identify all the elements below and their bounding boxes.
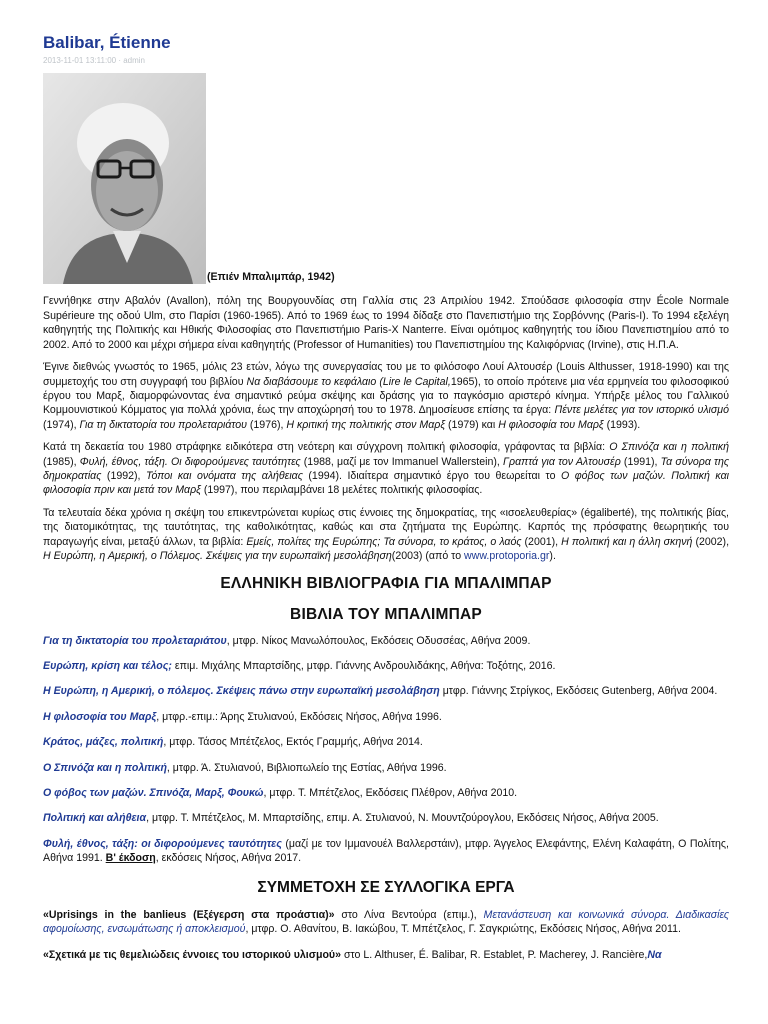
book-item: Η Ευρώπη, η Αμερική, ο πόλεμος. Σκέψεις πάνω στην ευρωπαϊκή μεσολάβηση μτφρ. Γιάννης Στρίγκος, Εκδόσεις Gutenberg, Αθήνα 2004. <box>43 685 718 698</box>
bio-paragraph: Έγινε διεθνώς γνωστός το 1965, μόλις 23 ετών, λόγω της συνεργασίας του με το φιλόσοφο Λουί Αλτουσέρ (Louis Althusser, 1918-1990) και της συμμετοχής του στη συγγραφή του βιβλίου Να διαβάσουμε το κεφάλαιο (Lire le Capital,1965), το οποίο πρότεινε μια νέα ερμηνεία του φιλοσοφικού έργου του Μαρξ, διαμορφώνοντας ένα σημαντικό ρεύμα σκέψης και δράσης για το παγκόσμιο αριστερό κίνημα. Υπήρξε μέλος του Γαλλικού Κομμουνιστικού Κόμματος για πολλά χρόνια, έως την αποχώρησή του το 1978. Δημοσίευσε επίσης τα έργα: Πέντε μελέτες για τον ιστορικό υλισμό (1974), Για τη δικτατορία του προλεταριάτου (1976), Η κριτική της πολιτικής στον Μαρξ (1979) και Η φιλοσοφία του Μαρξ (1993). <box>43 361 730 431</box>
book-title-link[interactable]: Ο φόβος των μαζών. Σπινόζα, Μαρξ, Φουκώ <box>43 786 264 799</box>
collective-item: «Σχετικά με τις θεμελιώδεις έννοιες του ιστορικού υλισμού» στο L. Althuser, É. Balibar, R. Establet, P. Macherey, J. Rancière,Να <box>43 948 662 961</box>
collective-title-link[interactable]: Μετανάστευση και κοινωνικά σύνορα. Διαδικασίες αφομοίωσης, ενσωμάτωσης ή αποκλεισμού <box>43 908 729 936</box>
author-portrait <box>43 73 206 284</box>
portrait-row <box>43 73 729 284</box>
collective-heading: ΣΥΜΜΕΤΟΧΗ ΣΕ ΣΥΛΛΟΓΙΚΑ ΕΡΓΑ <box>257 878 515 896</box>
book-item: Ο φόβος των μαζών. Σπινόζα, Μαρξ, Φουκώ, μτφρ. Τ. Μπέτζελος, Εκδόσεις Πλέθρον, Αθήνα 2010. <box>43 786 518 799</box>
article <box>43 30 729 973</box>
book-title-link[interactable]: Ο Σπινόζα και η πολιτική <box>43 761 167 774</box>
book-title-link[interactable]: Η Ευρώπη, η Αμερική, ο πόλεμος. Σκέψεις πάνω στην ευρωπαϊκή μεσολάβηση <box>43 685 440 698</box>
bibliography-heading: ΕΛΛΗΝΙΚΗ ΒΙΒΛΙΟΓΡΑΦΙΑ ΓΙΑ ΜΠΑΛΙΜΠΑΡ <box>220 575 552 593</box>
book-title-link[interactable]: Ευρώπη, κρίση και τέλος; <box>43 659 172 672</box>
book-title-link[interactable]: Πολιτική και αλήθεια <box>43 812 147 825</box>
post-meta: 2013-11-01 13:11:00 · admin <box>43 55 145 65</box>
bio-paragraph: Γεννήθηκε στην Αβαλόν (Avallon), πόλη της Βουργουνδίας στη Γαλλία στις 23 Απριλίου 1942. Σπούδασε φιλοσοφία στην École Normale Supérieure της οδού Ulm, στο Παρίσι (1960-1965). Από το 1969 έως το 1994 δίδαξε στο Πανεπιστήμιο της Σορβόννης (Paris-I). Το 1994 εξελέγη καθηγητής της Πολιτικής και Ηθικής Φιλοσοφίας στο Πανεπιστήμιο Paris-X Nanterre. Είναι ομότιμος καθηγητής του ίδιου Πανεπιστημίου από το 2002. Από το 2000 και μέχρι σήμερα είναι καθηγητής (Professor of Humanities) του Πανεπιστημίου της Καλιφόρνιας (Irvine), στις Η.Π.Α. <box>43 295 729 351</box>
book-item: Ευρώπη, κρίση και τέλος; επιμ. Μιχάλης Μπαρτσίδης, μτφρ. Γιάννης Ανδρουλιδάκης, Αθήνα: Τοξότης, 2016. <box>43 659 556 672</box>
collective-title-link[interactable]: Να <box>647 948 662 961</box>
books-heading: ΒΙΒΛΙΑ ΤΟΥ ΜΠΑΛΙΜΠΑΡ <box>290 606 482 624</box>
book-item: Ο Σπινόζα και η πολιτική, μτφρ. Ά. Στυλιανού, Βιβλιοπωλείο της Εστίας, Αθήνα 1996. <box>43 761 447 774</box>
book-item: Φυλή, έθνος, τάξη: οι διφορούμενες ταυτότητες (μαζί με τον Ιμμανουέλ Βαλλερστάιν), μτφρ. Άγγελος Ελεφάντης, Ελένη Καλαφάτη, Ο Πολίτης, Αθήνα 1991. Β' έκδοση, εκδόσεις Νήσος, Αθήνα 2017. <box>43 837 729 865</box>
book-item: Κράτος, μάζες, πολιτική, μτφρ. Τάσος Μπέτζελος, Εκτός Γραμμής, Αθήνα 2014. <box>43 736 423 749</box>
page-title: Balibar, Étienne <box>43 33 171 52</box>
bio-paragraph: Τα τελευταία δέκα χρόνια η σκέψη του επικεντρώνεται κυρίως στις έννοιες της δημοκρατίας, της «ισοελευθερίας» (égaliberté), της πολιτικής βίας, της διατομικότητας, της ταυτότητας, της καθολικότητας, καθώς και στα ζητήματα της Ευρώπης. Καρπός της πρόσφατης θεωρητικής του παραγωγής είναι, μεταξύ άλλων, τα βιβλία: Εμείς, πολίτες της Ευρώπης; Τα σύνορα, το κράτος, ο λαός (2001), Η πολιτική και η άλλη σκηνή (2002), Η Ευρώπη, η Αμερική, ο Πόλεμος. Σκέψεις για την ευρωπαϊκή μεσολάβηση(2003) (από το www.protoporia.gr). <box>43 506 730 562</box>
book-item: Για τη δικτατορία του προλεταριάτου, μτφρ. Νίκος Μανωλόπουλος, Εκδόσεις Οδυσσέας, Αθήνα 2009. <box>43 634 531 647</box>
book-title-link[interactable]: Για τη δικτατορία του προλεταριάτου <box>43 634 227 647</box>
book-title-link[interactable]: Η φιλοσοφία του Μαρξ <box>43 710 157 723</box>
protoporia-link[interactable]: www.protoporia.gr <box>464 549 550 562</box>
bio-paragraph: Κατά τη δεκαετία του 1980 στράφηκε ειδικότερα στη νεότερη και σύγχρονη πολιτική φιλοσοφία, γράφοντας τα βιβλία: Ο Σπινόζα και η πολιτική (1985), Φυλή, έθνος, τάξη. Οι διφορούμενες ταυτότητες (1988, μαζί με τον Immanuel Wallerstein), Γραπτά για τον Αλτουσέρ (1991), Τα σύνορα της δημοκρατίας (1992), Τόποι και ονόματα της αλήθειας (1994). Ιδιαίτερα σημαντικό έργο του θεωρείται το Ο φόβος των μαζών. Πολιτική και φιλοσοφία πριν και μετά τον Μαρξ (1997), που περιλαμβάνει 18 μελέτες πολιτικής φιλοσοφίας. <box>43 441 730 497</box>
book-title-link[interactable]: Φυλή, έθνος, τάξη: οι διφορούμενες ταυτότητες <box>43 837 282 850</box>
portrait-caption: (Επιέν Μπαλιμπάρ, 1942) <box>207 271 335 284</box>
book-item: Πολιτική και αλήθεια, μτφρ. Τ. Μπέτζελος, Μ. Μπαρτσίδης, επιμ. Α. Στυλιανού, Ν. Μουντζούρογλου, Εκδόσεις Νήσος, Αθήνα 2005. <box>43 812 659 825</box>
collective-item: «Uprisings in the banlieus (Εξέγερση στα προάστια)» στο Λίνα Βεντούρα (επιμ.), Μετανάστευση και κοινωνικά σύνορα. Διαδικασίες αφομοίωσης, ενσωμάτωσης ή αποκλεισμού, μτφρ. Ο. Αθανίτου, Β. Ιακώβου, Τ. Μπέτζελος, Γ. Σαγκριώτης, Εκδόσεις Νήσος, Αθήνα 2011. <box>43 908 729 936</box>
book-title-link[interactable]: Κράτος, μάζες, πολιτική <box>43 736 164 749</box>
book-item: Η φιλοσοφία του Μαρξ, μτφρ.-επιμ.: Άρης Στυλιανού, Εκδόσεις Νήσος, Αθήνα 1996. <box>43 710 442 723</box>
